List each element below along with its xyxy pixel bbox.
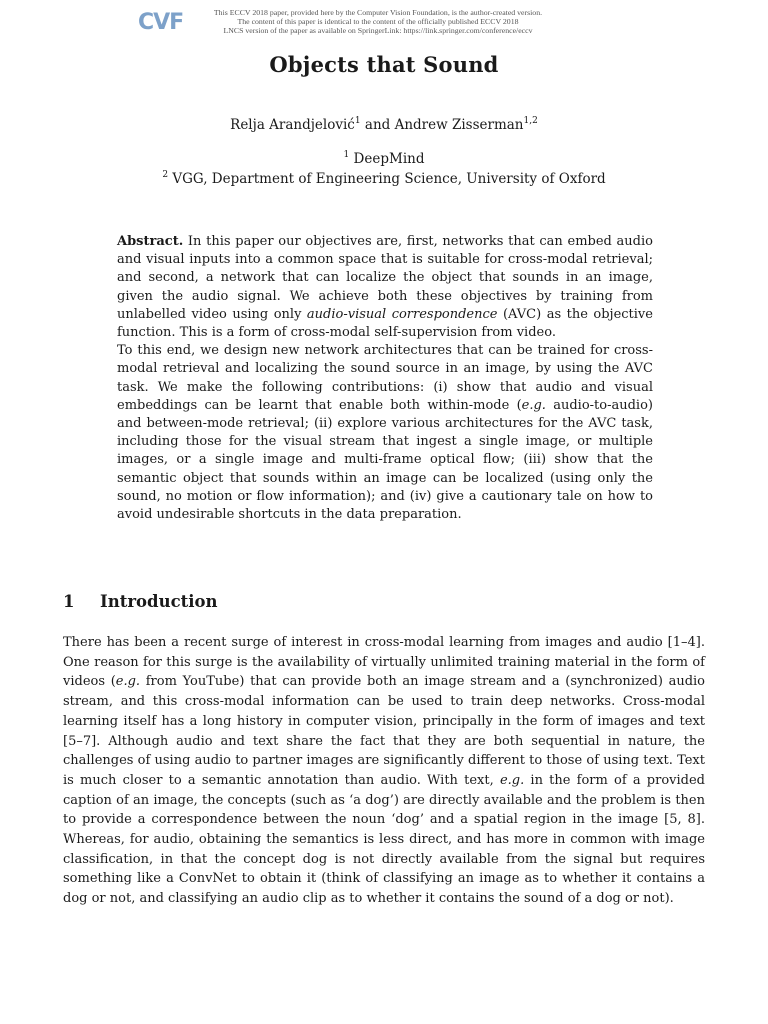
- introduction-body: [63, 633, 705, 909]
- abstract-text: audio-to-audio) and between-mode retrieval; (ii) explore various architectures for the AVC task, including those for the visual stream that ingest a single image, or multiple images, or a single image and multi-frame optical flow; (iii) show that the semantic object that sounds within an image can be localized (using only the sound, no motion or flow information); and (iv) give a cautionary tale on how to avoid undesirable shortcuts in the data preparation.: [117, 397, 653, 523]
- author-conjunction: and: [360, 117, 395, 133]
- notice-line: The content of this paper is identical to the content of the officially published ECCV 2018: [237, 17, 519, 27]
- affiliation: [0, 170, 768, 187]
- cvf-logo: CVF: [138, 10, 184, 35]
- affiliation-mark: 2: [162, 170, 169, 180]
- affiliation-name: VGG, Department of Engineering Science, University of Oxford: [172, 171, 606, 187]
- copyright-notice: [190, 8, 566, 36]
- author-name: Andrew Zisserman: [394, 117, 524, 133]
- author-line: [0, 116, 768, 133]
- affiliation-name: DeepMind: [353, 151, 425, 167]
- body-text: in the form of a provided caption of an image, the concepts (such as ‘a dog’) are directly available and the problem is then to provide a correspondence between the noun ‘dog’ and a spatial region in the image [5, 8]. Whereas, for audio, obtaining the semantics is less direct, and has more in common with image classification, in that the concept dog is not directly available from the signal but requires something like a ConvNet to obtain it (think of classifying an image as to whether it contains a dog or not, and classifying an audio clip as to whether it contains the sound of a dog or not).: [63, 772, 706, 907]
- abstract: [117, 233, 653, 524]
- body-paragraph: [63, 633, 705, 909]
- abstract-emphasis: audio-visual correspondence: [306, 306, 498, 322]
- abstract-paragraph: [117, 342, 653, 524]
- section-title: Introduction: [100, 592, 218, 611]
- abstract-label: Abstract.: [117, 234, 184, 249]
- body-emphasis: e.g.: [499, 772, 525, 788]
- author-affiliation-mark: 1: [354, 116, 361, 126]
- affiliation-mark: 1: [343, 150, 350, 160]
- abstract-text: To this end, we design new network architectures that can be trained for cross-modal retrieval and localizing the sound source in an image, by using the AVC task. We make the following contributions: (i) show that audio and visual embeddings can be learnt that enable both within-mode (: [117, 343, 653, 413]
- abstract-text: (AVC) as the objective function. This is a form of cross-modal self-supervision from video.: [117, 306, 653, 341]
- abstract-text: In this paper our objectives are, first, networks that can embed audio and visual inputs into a common space that is suitable for cross-modal retrieval; and second, a network that can localize the object that sounds in an image, given the audio signal. We achieve both these objectives by training from unlabelled video using only: [117, 234, 653, 322]
- author-affiliation-mark: 1,2: [523, 116, 538, 126]
- paper-title: Objects that Sound: [269, 52, 499, 77]
- abstract-emphasis: e.g.: [521, 397, 546, 413]
- header-banner: [0, 6, 768, 40]
- body-text: from YouTube) that can provide both an image stream and a (synchronized) audio stream, and this cross-modal information can be used to train deep networks. Cross-modal learning itself has a long history in computer vision, principally in the form of images and text [5–7]. Although audio and text share the fact that they are both sequential in nature, the challenges of using audio to partner images are significantly different to those of using text. Text is much closer to a semantic annotation than audio. With text,: [63, 674, 705, 788]
- notice-line: This ECCV 2018 paper, provided here by the Computer Vision Foundation, is the author-created version.: [213, 8, 543, 17]
- abstract-paragraph: [117, 233, 653, 342]
- affiliation: [0, 150, 768, 167]
- notice-line: LNCS version of the paper as available on SpringerLink: https://link.springer.com/conference/eccv: [223, 26, 533, 36]
- section-number: 1: [63, 592, 75, 611]
- section-heading: [63, 592, 218, 611]
- author-name: Relja Arandjelović: [230, 117, 355, 133]
- body-text: There has been a recent surge of interest in cross-modal learning from images and audio [1–4]. One reason for this surge is the availability of virtually unlimited training material in the form of videos (: [63, 635, 705, 690]
- body-emphasis: e.g.: [115, 674, 141, 690]
